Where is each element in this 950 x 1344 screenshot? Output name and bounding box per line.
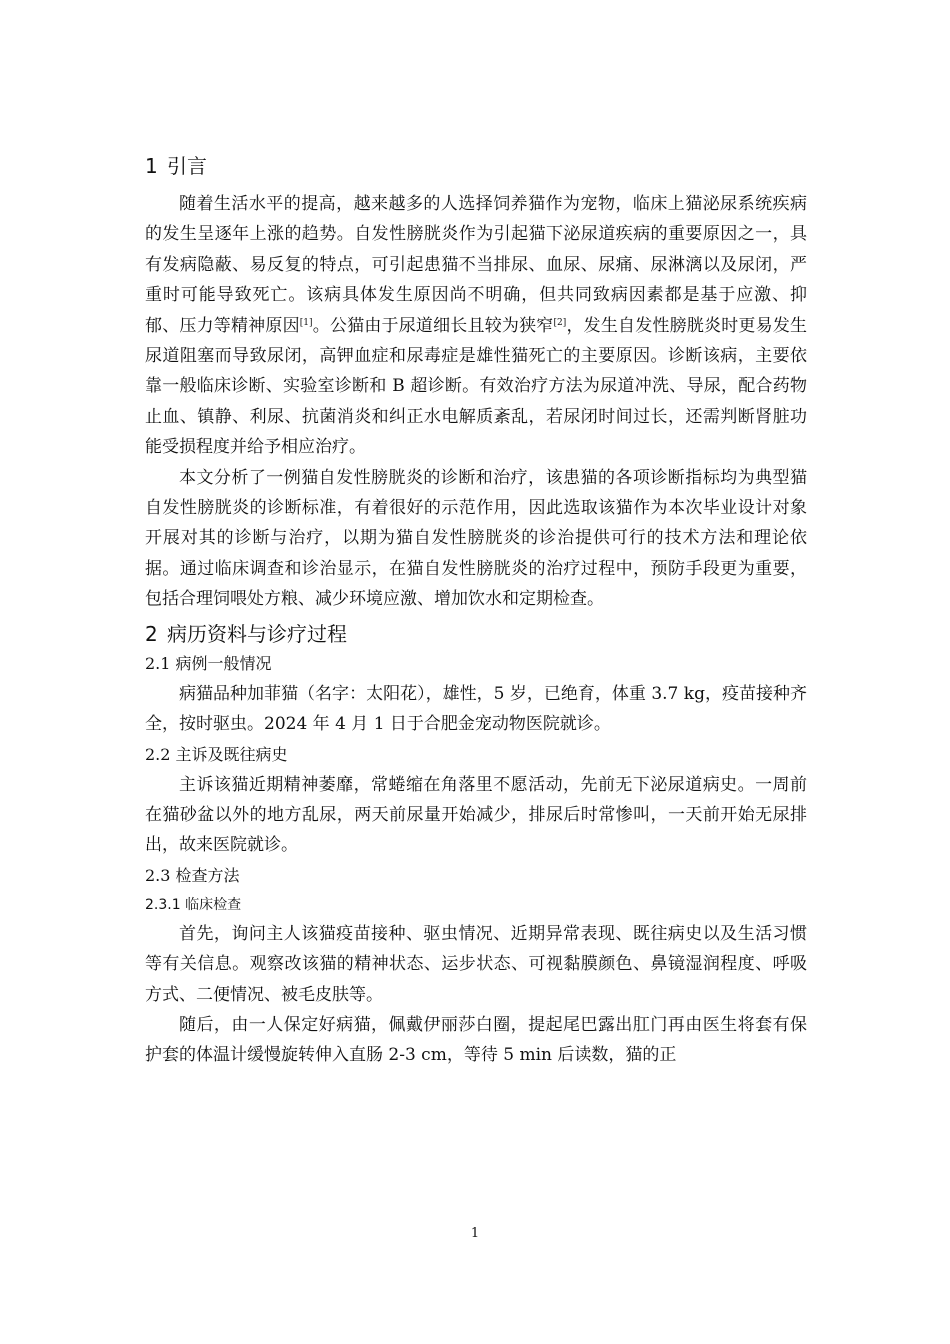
section-1-title: 引言 xyxy=(167,154,207,178)
section-2-number: 2 xyxy=(145,621,158,646)
subsection-2-3-heading: 2.3 检查方法 xyxy=(145,865,240,885)
subsection-2-3-1-paragraph-1: 首先，询问主人该猫疫苗接种、驱虫情况、近期异常表现、既往病史以及生活习惯等有关信息。观察改该猫的精神状态、运步状态、可视黏膜颜色、鼻镜湿润程度、呼吸方式、二便情况、被毛皮肤等。 xyxy=(145,923,807,1005)
section-1-heading xyxy=(145,151,807,181)
intro-p1-text-b: 。公猫由于尿道细长且较为狭窄 xyxy=(312,315,554,336)
section-2-heading xyxy=(145,619,807,649)
subsection-2-2-paragraph: 主诉该猫近期精神萎靡，常蜷缩在角落里不愿活动，先前无下泌尿道病史。一周前在猫砂盆以外的地方乱尿，两天前尿量开始减少，排尿后时常惨叫，一天前开始无尿排出，故来医院就诊。 xyxy=(145,774,807,856)
citation-1: [1] xyxy=(299,317,313,328)
subsection-2-1-heading: 2.1 病例一般情况 xyxy=(145,653,272,673)
section-2-title: 病历资料与诊疗过程 xyxy=(167,621,347,646)
subsection-2-2-heading: 2.2 主诉及既往病史 xyxy=(145,744,288,764)
page-content xyxy=(145,151,807,1071)
intro-p1-text-a: 随着生活水平的提高，越来越多的人选择饲养猫作为宠物，临床上猫泌尿系统疾病的发生呈逐年上涨的趋势。自发性膀胱炎作为引起猫下泌尿道疾病的重要原因之一，具有发病隐蔽、易反复的特点，可引起患猫不当排尿、血尿、尿痛、尿淋漓以及尿闭，严重时可能导致死亡。该病具体发生原因尚不明确，但共同致病因素都是基于应激、抑郁、压力等精神原因 xyxy=(145,194,807,336)
citation-2: [2] xyxy=(553,317,567,328)
section-1-number: 1 xyxy=(145,154,158,178)
subsection-2-1-paragraph: 病猫品种加菲猫（名字：太阳花），雄性，5 岁，已绝育，体重 3.7 kg，疫苗接种齐全，按时驱虫。2024 年 4 月 1 日于合肥金宠动物医院就诊。 xyxy=(145,683,807,735)
intro-p1-text-c: ，发生自发性膀胱炎时更易发生尿道阻塞而导致尿闭，高钾血症和尿毒症是雄性猫死亡的主要原因。诊断该病，主要依靠一般临床诊断、实验室诊断和 B 超诊断。有效治疗方法为尿道冲洗、导尿，配合药物止血、镇静、利尿、抗菌消炎和纠正水电解质紊乱，若尿闭时间过长，还需判断肾脏功能受损程度并给予相应治疗。 xyxy=(145,315,808,458)
subsection-2-3-1-paragraph-2: 随后，由一人保定好病猫，佩戴伊丽莎白圈，提起尾巴露出肛门再由医生将套有保护套的体温计缓慢旋转伸入直肠 2-3 cm，等待 5 min 后读数，猫的正 xyxy=(145,1014,807,1066)
intro-paragraph-2: 本文分析了一例猫自发性膀胱炎的诊断和治疗，该患猫的各项诊断指标均为典型猫自发性膀胱炎的诊断标准，有着很好的示范作用，因此选取该猫作为本次毕业设计对象开展对其的诊断与治疗，以期为猫自发性膀胱炎的诊治提供可行的技术方法和理论依据。通过临床调查和诊治显示，在猫自发性膀胱炎的治疗过程中，预防手段更为重要，包括合理饲喂处方粮、减少环境应激、增加饮水和定期检查。 xyxy=(145,467,807,610)
subsection-2-3-1-heading: 2.3.1 临床检查 xyxy=(145,896,242,913)
intro-paragraph-1 xyxy=(145,189,807,463)
page-number: 1 xyxy=(470,1226,480,1241)
